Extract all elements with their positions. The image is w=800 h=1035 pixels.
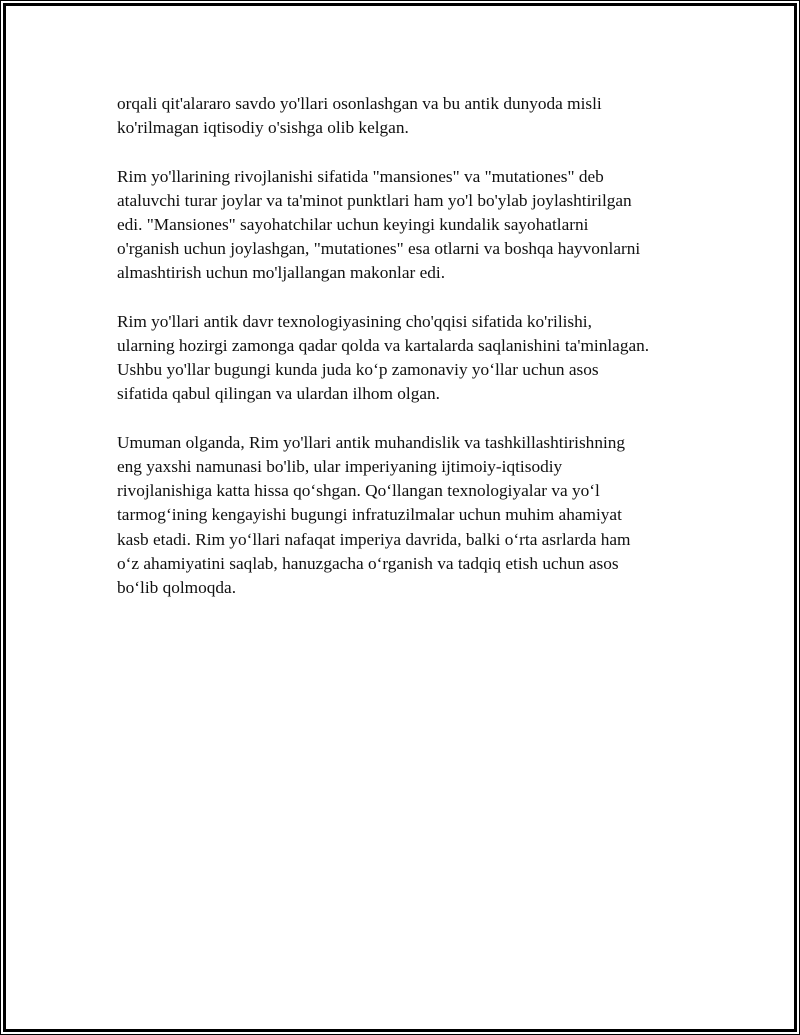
paragraph-4: [117, 431, 697, 600]
text-line: Ushbu yo'llar bugungi kunda juda ko‘p zamonaviy yo‘llar uchun asos: [117, 360, 599, 380]
text-line: o‘z ahamiyatini saqlab, hanuzgacha o‘rganish va tadqiq etish uchun asos: [117, 553, 619, 573]
text-line: tarmog‘ining kengayishi bugungi infratuzilmalar uchun muhim ahamiyat: [117, 505, 622, 525]
text-line: kasb etadi. Rim yo‘llari nafaqat imperiya davrida, balki o‘rta asrlarda ham: [117, 529, 631, 549]
document-body: [117, 92, 697, 624]
text-line: ularning hozirgi zamonga qadar qolda va kartalarda saqlanishini ta'minlagan.: [117, 336, 650, 355]
text-line: orqali qit'alararo savdo yo'llari osonlashgan va bu antik dunyoda misli: [117, 94, 602, 113]
text-line: ataluvchi turar joylar va ta'minot punktlari ham yo'l bo'ylab joylashtirilgan: [117, 190, 632, 210]
text-line: bo‘lib qolmoqda.: [117, 578, 237, 598]
paragraph-3: [117, 310, 697, 407]
paragraph-2: [117, 165, 697, 286]
text-line: Rim yo'llarining rivojlanishi sifatida "mansiones" va "mutationes" deb: [117, 166, 604, 186]
text-line: ko'rilmagan iqtisodiy o'sishga olib kelgan.: [117, 118, 409, 138]
text-line: eng yaxshi namunasi bo'lib, ular imperiyaning ijtimoiy-iqtisodiy: [117, 457, 563, 476]
text-line: edi. "Mansiones" sayohatchilar uchun keyingi kundalik sayohatlarni: [117, 215, 589, 234]
paragraph-1: [117, 92, 697, 140]
text-line: o'rganish uchun joylashgan, "mutationes" esa otlarni va boshqa hayvonlarni: [117, 239, 641, 259]
text-line: almashtirish uchun mo'ljallangan makonlar edi.: [117, 263, 446, 283]
text-line: sifatida qabul qilingan va ulardan ilhom olgan.: [117, 384, 440, 404]
text-line: Rim yo'llari antik davr texnologiyasining cho'qqisi sifatida ko'rilishi,: [117, 311, 592, 331]
text-line: rivojlanishiga katta hissa qo‘shgan. Qo‘llangan texnologiyalar va yo‘l: [117, 481, 600, 501]
text-line: Umuman olganda, Rim yo'llari antik muhandislik va tashkillashtirishning: [117, 432, 626, 452]
